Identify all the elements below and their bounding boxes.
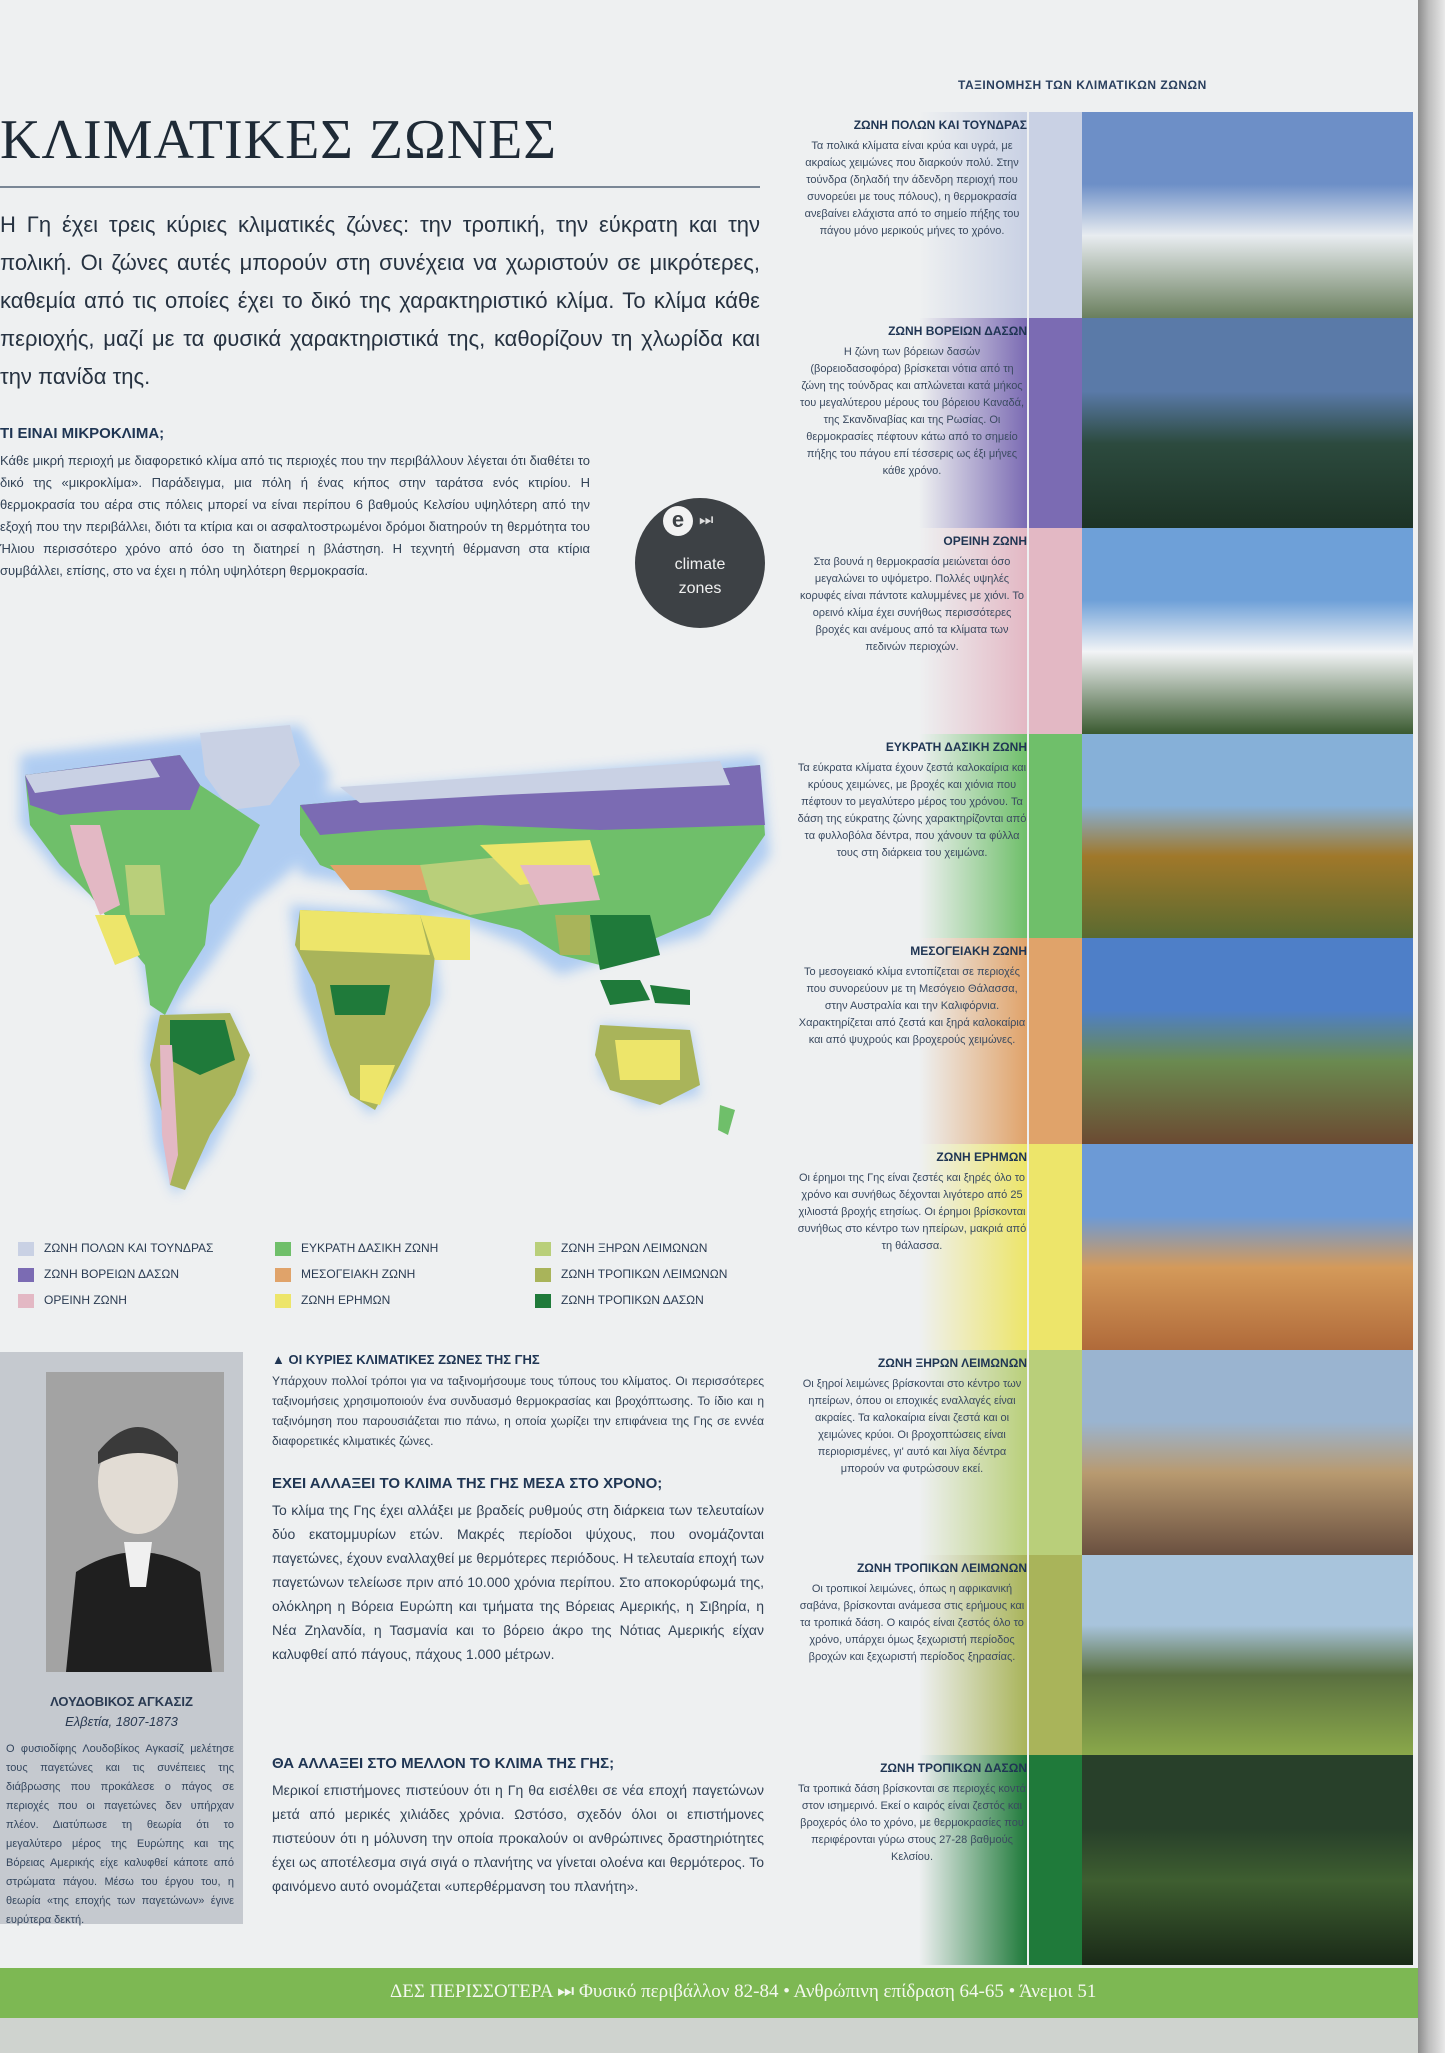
page-title: ΚΛΙΜΑΤΙΚΕΣ ΖΩΝΕΣ <box>0 109 557 171</box>
microclimate-heading: ΤΙ ΕΙΝΑΙ ΜΙΚΡΟΚΛΙΜΑ; <box>0 425 165 442</box>
zone-row <box>787 1350 1418 1555</box>
legend-item <box>535 1292 704 1308</box>
zone-title: ΖΩΝΗ ΠΟΛΩΝ ΚΑΙ ΤΟΥΝΔΡΑΣ <box>853 118 1027 132</box>
zone-title: ΖΩΝΗ ΤΡΟΠΙΚΩΝ ΛΕΙΜΩΝΩΝ <box>856 1561 1027 1575</box>
zone-color-band <box>1029 1555 1082 1755</box>
zone-photo <box>1082 1350 1413 1555</box>
map-caption-body: Υπάρχουν πολλοί τρόποι για να ταξινομήσουμε τους τύπους του κλίματος. Οι περισσότερες ταξινομήσεις χρησιμοποιούν ένα συνδυασμό θερμοκρασίας και βροχόπτωσης. Το ίδιο και η ταξινόμηση που παρουσιάζεται πιο πάνω, η οποία χωρίζει την επιφάνεια της Γης σε εννέα διαφορετικές κλιματικές ζώνες. <box>272 1374 764 1448</box>
legend-swatch <box>18 1242 34 1256</box>
see-more-links[interactable]: ΔΕΣ ΠΕΡΙΣΣΟΤΕΡΑ ⏭ Φυσικό περιβάλλον 82-84 • Ανθρώπινη επίδραση 64-65 • Άνεμοι 51 <box>390 1981 1097 2002</box>
zone-text <box>787 734 1027 938</box>
zone-description: Τα πολικά κλίματα είναι κρύα και υγρά, με ακραίως χειμώνες που διαρκούν πολύ. Στην τούνδρα (δηλαδή την άδενδρη περιοχή που συνορεύει με τους πόλους), η θερμοκρασία ανεβαίνει ελάχιστα από το σημείο πήξης του πάγου μόνο μερικούς μήνες το χρόνο. <box>804 140 1020 237</box>
title-rule <box>0 186 760 188</box>
zone-photo <box>1082 1755 1413 1965</box>
zone-title: ΟΡΕΙΝΗ ΖΩΝΗ <box>943 534 1027 548</box>
badge-line-2: zones <box>678 580 722 597</box>
legend-swatch <box>18 1268 34 1282</box>
zone-row <box>787 1144 1418 1350</box>
zone-text <box>787 1755 1027 1965</box>
microclimate-body: Κάθε μικρή περιοχή με διαφορετικό κλίμα από τις περιοχές που την περιβάλλουν λέγεται ότι διαθέτει το δικό της «μικροκλίμα». Παράδειγμα, μια πόλη ή ένας κήπος στην ταράτσα ενός κτιρίου. Η θερμοκρασία του αέρα στις πόλεις μπορεί να είναι περίπου 6 βαθμούς Κελσίου υψηλότερη από την εξοχή που την περιβάλλει, διότι τα κτίρια και οι ασφαλτοστρωμένοι δρόμοι διατηρούν τη θερμότητα του Ήλιου περισσότερο χρόνο από όσο τη διατηρεί η βλάστηση. Η τεχνητή θέρμανση στα κτίρια συμβάλλει, επίσης, στο να έχει η πόλη υψηλότερη θερμοκρασία. <box>0 453 590 578</box>
legend-item <box>275 1266 415 1282</box>
world-climate-map <box>0 715 790 1220</box>
legend-label: ΖΩΝΗ ΤΡΟΠΙΚΩΝ ΛΕΙΜΩΝΩΝ <box>561 1267 728 1281</box>
legend-item <box>275 1292 390 1308</box>
portrait-meta: Ελβετία, 1807-1873 <box>65 1714 178 1729</box>
legend-swatch <box>535 1294 551 1308</box>
zone-row <box>787 1755 1418 1965</box>
zone-photo <box>1082 938 1413 1144</box>
fast-forward-icon: ⏭ <box>699 512 714 529</box>
e-link-icon: e <box>663 506 693 536</box>
portrait-name: ΛΟΥΔΟΒΙΚΟΣ ΑΓΚΑΣΙΖ <box>50 1694 193 1709</box>
zone-description: Το μεσογειακό κλίμα εντοπίζεται σε περιοχές που συνορεύουν με τη Μεσόγειο Θάλασσα, στην Αυστραλία και την Καλιφόρνια. Χαρακτηρίζεται από ζεστά και ξηρά καλοκαίρια και από ψυχρούς και βροχερούς χειμώνες. <box>798 966 1026 1046</box>
legend-label: ΖΩΝΗ ΒΟΡΕΙΩΝ ΔΑΣΩΝ <box>44 1267 180 1281</box>
future-climate-heading: ΘΑ ΑΛΛΑΞΕΙ ΣΤΟ ΜΕΛΛΟΝ ΤΟ ΚΛΙΜΑ ΤΗΣ ΓΗΣ; <box>272 1755 615 1772</box>
running-head: ΤΑΞΙΝΟΜΗΣΗ ΤΩΝ ΚΛΙΜΑΤΙΚΩΝ ΖΩΝΩΝ <box>958 78 1207 92</box>
zone-color-band <box>1029 1350 1082 1555</box>
zone-photo <box>1082 734 1413 938</box>
zone-photo <box>1082 112 1413 318</box>
zone-description: Στα βουνά η θερμοκρασία μειώνεται όσο μεγαλώνει το υψόμετρο. Πολλές υψηλές κορυφές είναι πάντοτε καλυμμένες με χιόνι. Το ορεινό κλίμα έχει συνήθως περισσότερες βροχές και ανέμους από τα κλίματα των πεδινών περιοχών. <box>799 556 1025 653</box>
page-edge <box>1418 0 1445 2053</box>
zone-text <box>787 938 1027 1144</box>
portrait-caption: Ο φυσιοδίφης Λουδοβίκος Αγκασίζ μελέτησε τους παγετώνες και τις συνέπειες της διάβρωσης που προκάλεσε ο πάγος σε περιοχές που οι παγετώνες δεν υπήρχαν πλέον. Διατύπωσε τη θεωρία ότι το μεγαλύτερο μέρος της Ευρώπης και της Βόρειας Αμερικής είχε καλυφθεί κάποτε από στρώματα πάγου. Μέσω του έργου του, η θεωρία «της εποχής των παγετώνων» έγινε ευρύτερα δεκτή. <box>6 1743 234 1926</box>
zone-photo <box>1082 1144 1413 1350</box>
zone-description: Οι έρημοι της Γης είναι ζεστές και ξηρές όλο το χρόνο και συνήθως δέχονται λιγότερο από 25 χιλιοστά βροχής ετησίως. Οι έρημοι βρίσκονται συνήθως στο κέντρο των ηπείρων, μακριά από τη θάλασσα. <box>797 1172 1027 1252</box>
legend-item <box>535 1240 707 1256</box>
legend-swatch <box>535 1242 551 1256</box>
past-climate-heading: ΕΧΕΙ ΑΛΛΑΞΕΙ ΤΟ ΚΛΙΜΑ ΤΗΣ ΓΗΣ ΜΕΣΑ ΣΤΟ ΧΡΟΝΟ; <box>272 1475 663 1492</box>
legend-label: ΕΥΚΡΑΤΗ ΔΑΣΙΚΗ ΖΩΝΗ <box>301 1241 439 1255</box>
intro-paragraph: Η Γη έχει τρεις κύριες κλιματικές ζώνες: την τροπική, την εύκρατη και την πολική. Οι ζώνες αυτές μπορούν στη συνέχεια να χωριστούν σε μικρότερες, καθεμία από τις οποίες έχει το δικό της χαρακτηριστικό κλίμα. Το κλίμα κάθε περιοχής, μαζί με τα φυσικά χαρακτηριστικά της, καθορίζουν τη χλωρίδα και την πανίδα της. <box>0 212 760 389</box>
legend-item <box>18 1292 127 1308</box>
zone-color-band <box>1029 734 1082 938</box>
legend-label: ΖΩΝΗ ΞΗΡΩΝ ΛΕΙΜΩΝΩΝ <box>561 1241 708 1255</box>
zone-color-band <box>1029 528 1082 734</box>
zone-row <box>787 112 1418 318</box>
past-climate-body: Το κλίμα της Γης έχει αλλάξει με βραδείς ρυθμούς στη διάρκεια των τελευταίων δύο εκατομμυρίων ετών. Μακρές περίοδοι ψύχους, που ονομάζονται παγετώνες, έχουν εναλλαχθεί με θερμότερες περιόδους. Η τελευταία εποχή των παγετώνων τελείωσε πριν από 10.000 χρόνια περίπου. Στο αποκορύφωμά της, ολόκληρη η Βόρεια Ευρώπη και τμήματα της Βόρειας Αμερικής, η Σιβηρία, η Νέα Ζηλανδία, η Τασμανία και το βόρειο άκρο της Νότιας Αμερικής είχαν καλυφθεί από πάγους, πάχους 1.000 μέτρων. <box>272 1502 764 1662</box>
zone-text <box>787 318 1027 528</box>
legend-label: ΖΩΝΗ ΤΡΟΠΙΚΩΝ ΔΑΣΩΝ <box>561 1293 704 1307</box>
zone-row <box>787 528 1418 734</box>
zone-description: Οι ξηροί λειμώνες βρίσκονται στο κέντρο των ηπείρων, όπου οι εποχικές εναλλαγές είναι ακραίες. Τα καλοκαίρια είναι ζεστά και οι χειμώνες κρύοι. Οι βροχοπτώσεις είναι περιορισμένες, γι' αυτό και λίγα δέντρα μπορούν να φυτρώσουν εκεί. <box>802 1378 1022 1475</box>
zone-photo <box>1082 1555 1413 1755</box>
zone-title: ΖΩΝΗ ΤΡΟΠΙΚΩΝ ΔΑΣΩΝ <box>880 1761 1027 1775</box>
zone-color-band <box>1029 112 1082 318</box>
legend-swatch <box>18 1294 34 1308</box>
zone-text <box>787 112 1027 318</box>
legend-swatch <box>275 1294 291 1308</box>
zone-title: ΖΩΝΗ ΞΗΡΩΝ ΛΕΙΜΩΝΩΝ <box>877 1356 1027 1370</box>
legend-swatch <box>275 1242 291 1256</box>
zone-description: Η ζώνη των βόρειων δασών (βορειοδασοφόρα) βρίσκεται νότια από τη ζώνη της τούνδρας και απλώνεται κατά μήκος του μεγαλύτερου μέρους του βόρειου Καναδά, της Σκανδιναβίας και της Ρωσίας. Οι θερμοκρασίες πέφτουν κάτω από το σημείο πήξης του πάγου επί τέσσερις ως έξι μήνες κάθε χρόνο. <box>800 346 1024 477</box>
page-bottom <box>0 2018 1418 2053</box>
portrait-box <box>0 1352 243 1924</box>
zone-row <box>787 1555 1418 1755</box>
zone-color-band <box>1029 1144 1082 1350</box>
legend-item <box>275 1240 438 1256</box>
zone-photo <box>1082 528 1413 734</box>
zone-description: Τα τροπικά δάση βρίσκονται σε περιοχές κοντά στον ισημερινό. Εκεί ο καιρός είναι ζεστός και βροχερός όλο το χρόνο, με θερμοκρασίες που περιφέρονται γύρω στους 27-28 βαθμούς Κελσίου. <box>798 1783 1026 1863</box>
legend-swatch <box>535 1268 551 1282</box>
climate-zones-link-badge[interactable] <box>635 498 765 628</box>
zone-text <box>787 1144 1027 1350</box>
zone-title: ΖΩΝΗ ΒΟΡΕΙΩΝ ΔΑΣΩΝ <box>888 324 1027 338</box>
legend-label: ΖΩΝΗ ΕΡΗΜΩΝ <box>301 1293 391 1307</box>
map-caption-heading: ▲ ΟΙ ΚΥΡΙΕΣ ΚΛΙΜΑΤΙΚΕΣ ΖΩΝΕΣ ΤΗΣ ΓΗΣ <box>272 1352 540 1367</box>
zone-row <box>787 734 1418 938</box>
zone-color-band <box>1029 318 1082 528</box>
legend-item <box>535 1266 727 1282</box>
zone-text <box>787 1555 1027 1755</box>
legend-label: ΟΡΕΙΝΗ ΖΩΝΗ <box>44 1293 127 1307</box>
zone-photo <box>1082 318 1413 528</box>
zone-text <box>787 1350 1027 1555</box>
legend-swatch <box>275 1268 291 1282</box>
zone-title: ΖΩΝΗ ΕΡΗΜΩΝ <box>936 1150 1027 1164</box>
portrait-photo <box>46 1372 224 1672</box>
legend-item <box>18 1266 179 1282</box>
legend-item <box>18 1240 213 1256</box>
zone-title: ΕΥΚΡΑΤΗ ΔΑΣΙΚΗ ΖΩΝΗ <box>885 740 1027 754</box>
legend-label: ΜΕΣΟΓΕΙΑΚΗ ΖΩΝΗ <box>301 1267 416 1281</box>
zone-title: ΜΕΣΟΓΕΙΑΚΗ ΖΩΝΗ <box>910 944 1027 958</box>
zone-text <box>787 528 1027 734</box>
legend-label: ΖΩΝΗ ΠΟΛΩΝ ΚΑΙ ΤΟΥΝΔΡΑΣ <box>44 1241 214 1255</box>
zone-row <box>787 318 1418 528</box>
badge-line-1: climate <box>674 556 726 573</box>
zone-description: Τα εύκρατα κλίματα έχουν ζεστά καλοκαίρια και κρύους χειμώνες, με βροχές και χιόνια που πέφτουν το μεγαλύτερο μέρος του χρόνου. Τα δάση της εύκρατης ζώνης χαρακτηρίζονται από τα φυλλοβόλα δέντρα, που χάνουν τα φύλλα τους στη διάρκεια του χειμώνα. <box>797 762 1027 859</box>
future-climate-body: Μερικοί επιστήμονες πιστεύουν ότι η Γη θα εισέλθει σε νέα εποχή παγετώνων μετά από μερικές χιλιάδες χρόνια. Ωστόσο, σχεδόν όλοι οι επιστήμονες πιστεύουν ότι η μόλυνση την οποία προκαλούν οι ανθρώπινες δραστηριότητες έχει ως αποτέλεσμα σιγά σιγά ο πλανήτης να γίνεται ολοένα και θερμότερος. Το φαινόμενο αυτό ονομάζεται «υπερθέρμανση του πλανήτη». <box>272 1782 764 1894</box>
footer-bar <box>0 1968 1418 2018</box>
zone-description: Οι τροπικοί λειμώνες, όπως η αφρικανική σαβάνα, βρίσκονται ανάμεσα στις ερήμους και τα τροπικά δάση. Ο καιρός είναι ζεστός όλο το χρόνο, υπάρχει όμως ξεχωριστή περίοδος βροχών και ξεχωριστή περίοδος ξηρασίας. <box>799 1583 1025 1663</box>
zone-color-band <box>1029 938 1082 1144</box>
zone-row <box>787 938 1418 1144</box>
zone-color-band <box>1029 1755 1082 1965</box>
